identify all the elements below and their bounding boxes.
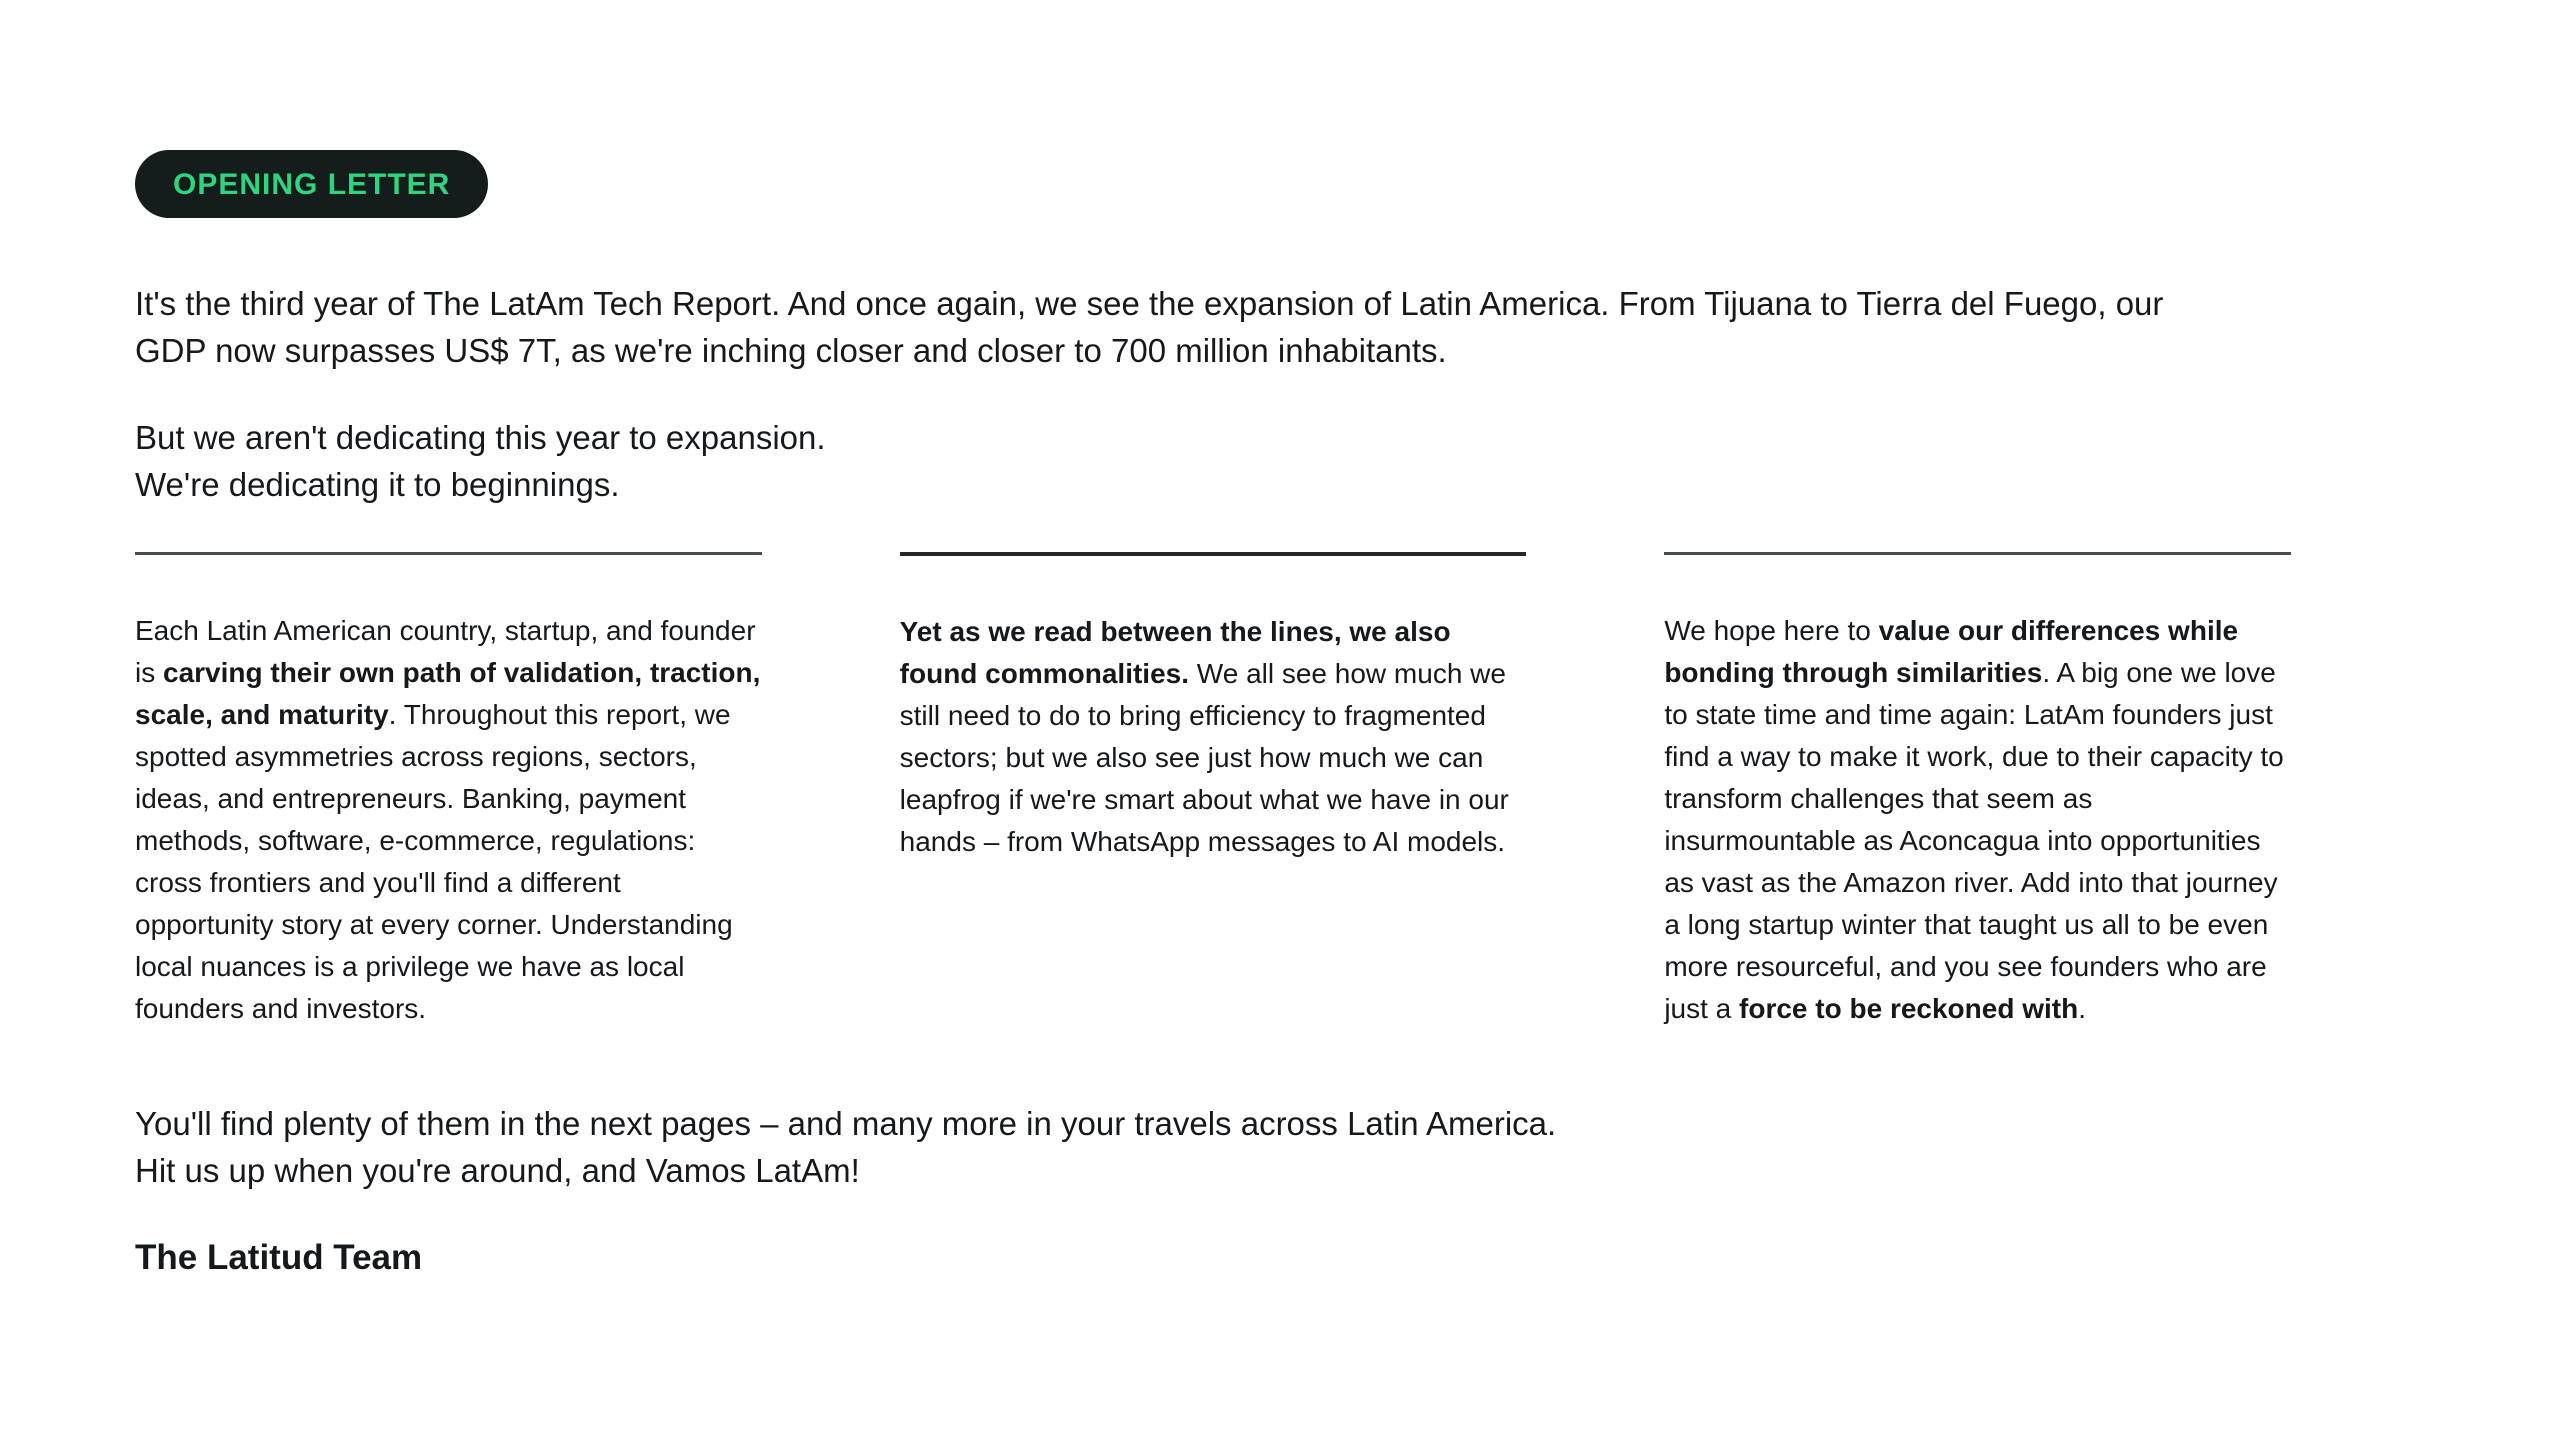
column-2	[900, 552, 1527, 1058]
team-signature: The Latitud Team	[135, 1238, 423, 1277]
column-1-rule	[135, 552, 762, 555]
column-1	[135, 552, 762, 1058]
badge-label: OPENING LETTER	[173, 168, 451, 201]
column-2-text: Yet as we read between the lines, we also found commonalities. We all see how much we still need to do to bring efficiency to fragmented sectors; but we also see just how much we can leapfrog if we're smart about what we have in our hands – from WhatsApp messages to AI models.	[899, 616, 1509, 857]
closing-paragraph	[135, 1100, 2291, 1194]
column-3-text: We hope here to value our differences while bonding through similarities. A big one we love to state time and time again: LatAm founders just find a way to make it work, due to their capacity to transform challenges that seem as insurmountable as Aconcagua into opportunities as vast as the Amazon river. Add into that journey a long startup winter that taught us all to be even more resourceful, and you see founders who are just a force to be reckoned with.	[1664, 615, 2284, 1024]
dedication-paragraph	[135, 414, 2291, 508]
column-3-rule	[1664, 552, 2291, 555]
column-1-text: Each Latin American country, startup, and founder is carving their own path of validation, traction, scale, and maturity. Throughout this report, we spotted asymmetries across regions, sectors, ideas, and entrepreneurs. Banking, payment methods, software, e-commerce, regulations: cross frontiers and you'll find a different opportunity story at every corner. Understanding local nuances is a privilege we have as local founders and investors.	[135, 615, 761, 1024]
dedication-line-2: We're dedicating it to beginnings.	[135, 466, 620, 503]
columns-grid	[135, 552, 2291, 1058]
intro-paragraph: It's the third year of The LatAm Tech Report. And once again, we see the expansion of Latin America. From Tijuana to Tierra del Fuego, our GDP now surpasses US$ 7T, as we're inching closer and closer to 700 million inhabitants.	[135, 285, 2164, 369]
closing-line-2: Hit us up when you're around, and Vamos LatAm!	[135, 1152, 860, 1189]
closing-line-1: You'll find plenty of them in the next pages – and many more in your travels across Latin America.	[135, 1105, 1557, 1142]
column-2-rule	[900, 552, 1527, 556]
column-3	[1664, 552, 2291, 1058]
opening-letter-badge	[135, 150, 488, 218]
opening-letter-content	[135, 0, 2291, 1278]
dedication-line-1: But we aren't dedicating this year to expansion.	[135, 419, 826, 456]
